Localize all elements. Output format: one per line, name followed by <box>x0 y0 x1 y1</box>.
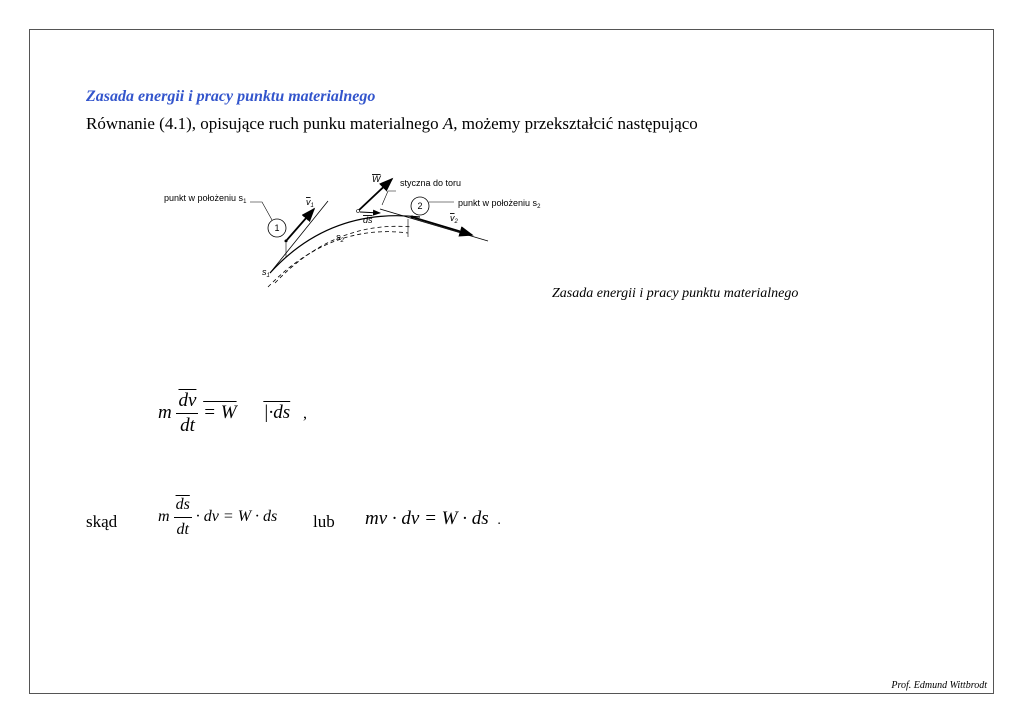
label-v2: $v_2$ <box>450 213 458 225</box>
word-lub: lub <box>313 512 335 531</box>
eq3-end: . <box>497 513 501 528</box>
leader-tangent <box>382 191 396 205</box>
trajectory-figure <box>150 165 570 290</box>
eq3-body: mv · dv = W · ds <box>365 508 489 529</box>
intro-italic: A <box>442 114 454 133</box>
leader-point1 <box>250 202 272 220</box>
eq2-numerator: $\overline{ds}$ <box>174 494 192 518</box>
equation-2 <box>158 494 277 541</box>
word-skad: skąd <box>86 512 118 531</box>
eq1-rhs: = W <box>203 401 237 423</box>
footer-author: Prof. Edmund Wittbrodt <box>891 680 987 691</box>
label-point1: punkt w położeniu $s_1$ <box>164 193 247 205</box>
eq2-denominator: dt <box>176 521 189 538</box>
equation-3 <box>365 508 501 530</box>
eq1-denominator: dt <box>180 415 195 436</box>
label-W: W <box>372 174 381 184</box>
eq1-multiplier: |·ds <box>263 401 291 423</box>
point-1-marker <box>285 240 288 243</box>
arc-s1 <box>275 226 412 283</box>
label-point2: punkt w położeniu $s_2$ <box>458 198 541 210</box>
point-ds-marker <box>357 210 360 213</box>
eq1-m: m <box>158 401 172 423</box>
intro-text-1: Równanie (4.1), opisujące ruch punku materialnego <box>86 114 443 133</box>
label-ds: ds <box>363 215 373 225</box>
eq2-m: m <box>158 508 170 526</box>
equation-1 <box>158 390 307 437</box>
label-tangent: styczna do toru <box>400 178 462 188</box>
eq1-numerator: $\overline{dv}$ <box>176 390 198 414</box>
tangent-line-2 <box>380 209 488 241</box>
ds-vector <box>360 212 380 213</box>
circle-1-label: 1 <box>274 223 280 233</box>
v2-vector <box>412 217 472 235</box>
eq1-comma: , <box>302 404 307 422</box>
point-2-marker <box>411 216 414 219</box>
intro-text-2: , możemy przekształcić następująco <box>453 114 698 133</box>
trajectory-curve <box>270 216 420 273</box>
eq1-fraction <box>176 390 198 437</box>
section-title: Zasada energii i pracy punktu materialnego <box>86 88 376 105</box>
label-v1: $v_1$ <box>306 197 314 209</box>
eq2-rest: · dv = W · ds <box>195 508 278 526</box>
circle-2-label: 2 <box>417 201 423 211</box>
label-s1: $s_1$ <box>262 267 270 279</box>
intro-paragraph <box>86 114 698 134</box>
label-s2: $s_2$ <box>336 232 344 244</box>
figure-caption: Zasada energii i pracy punktu materialnego <box>552 286 799 301</box>
eq2-fraction <box>174 494 192 541</box>
